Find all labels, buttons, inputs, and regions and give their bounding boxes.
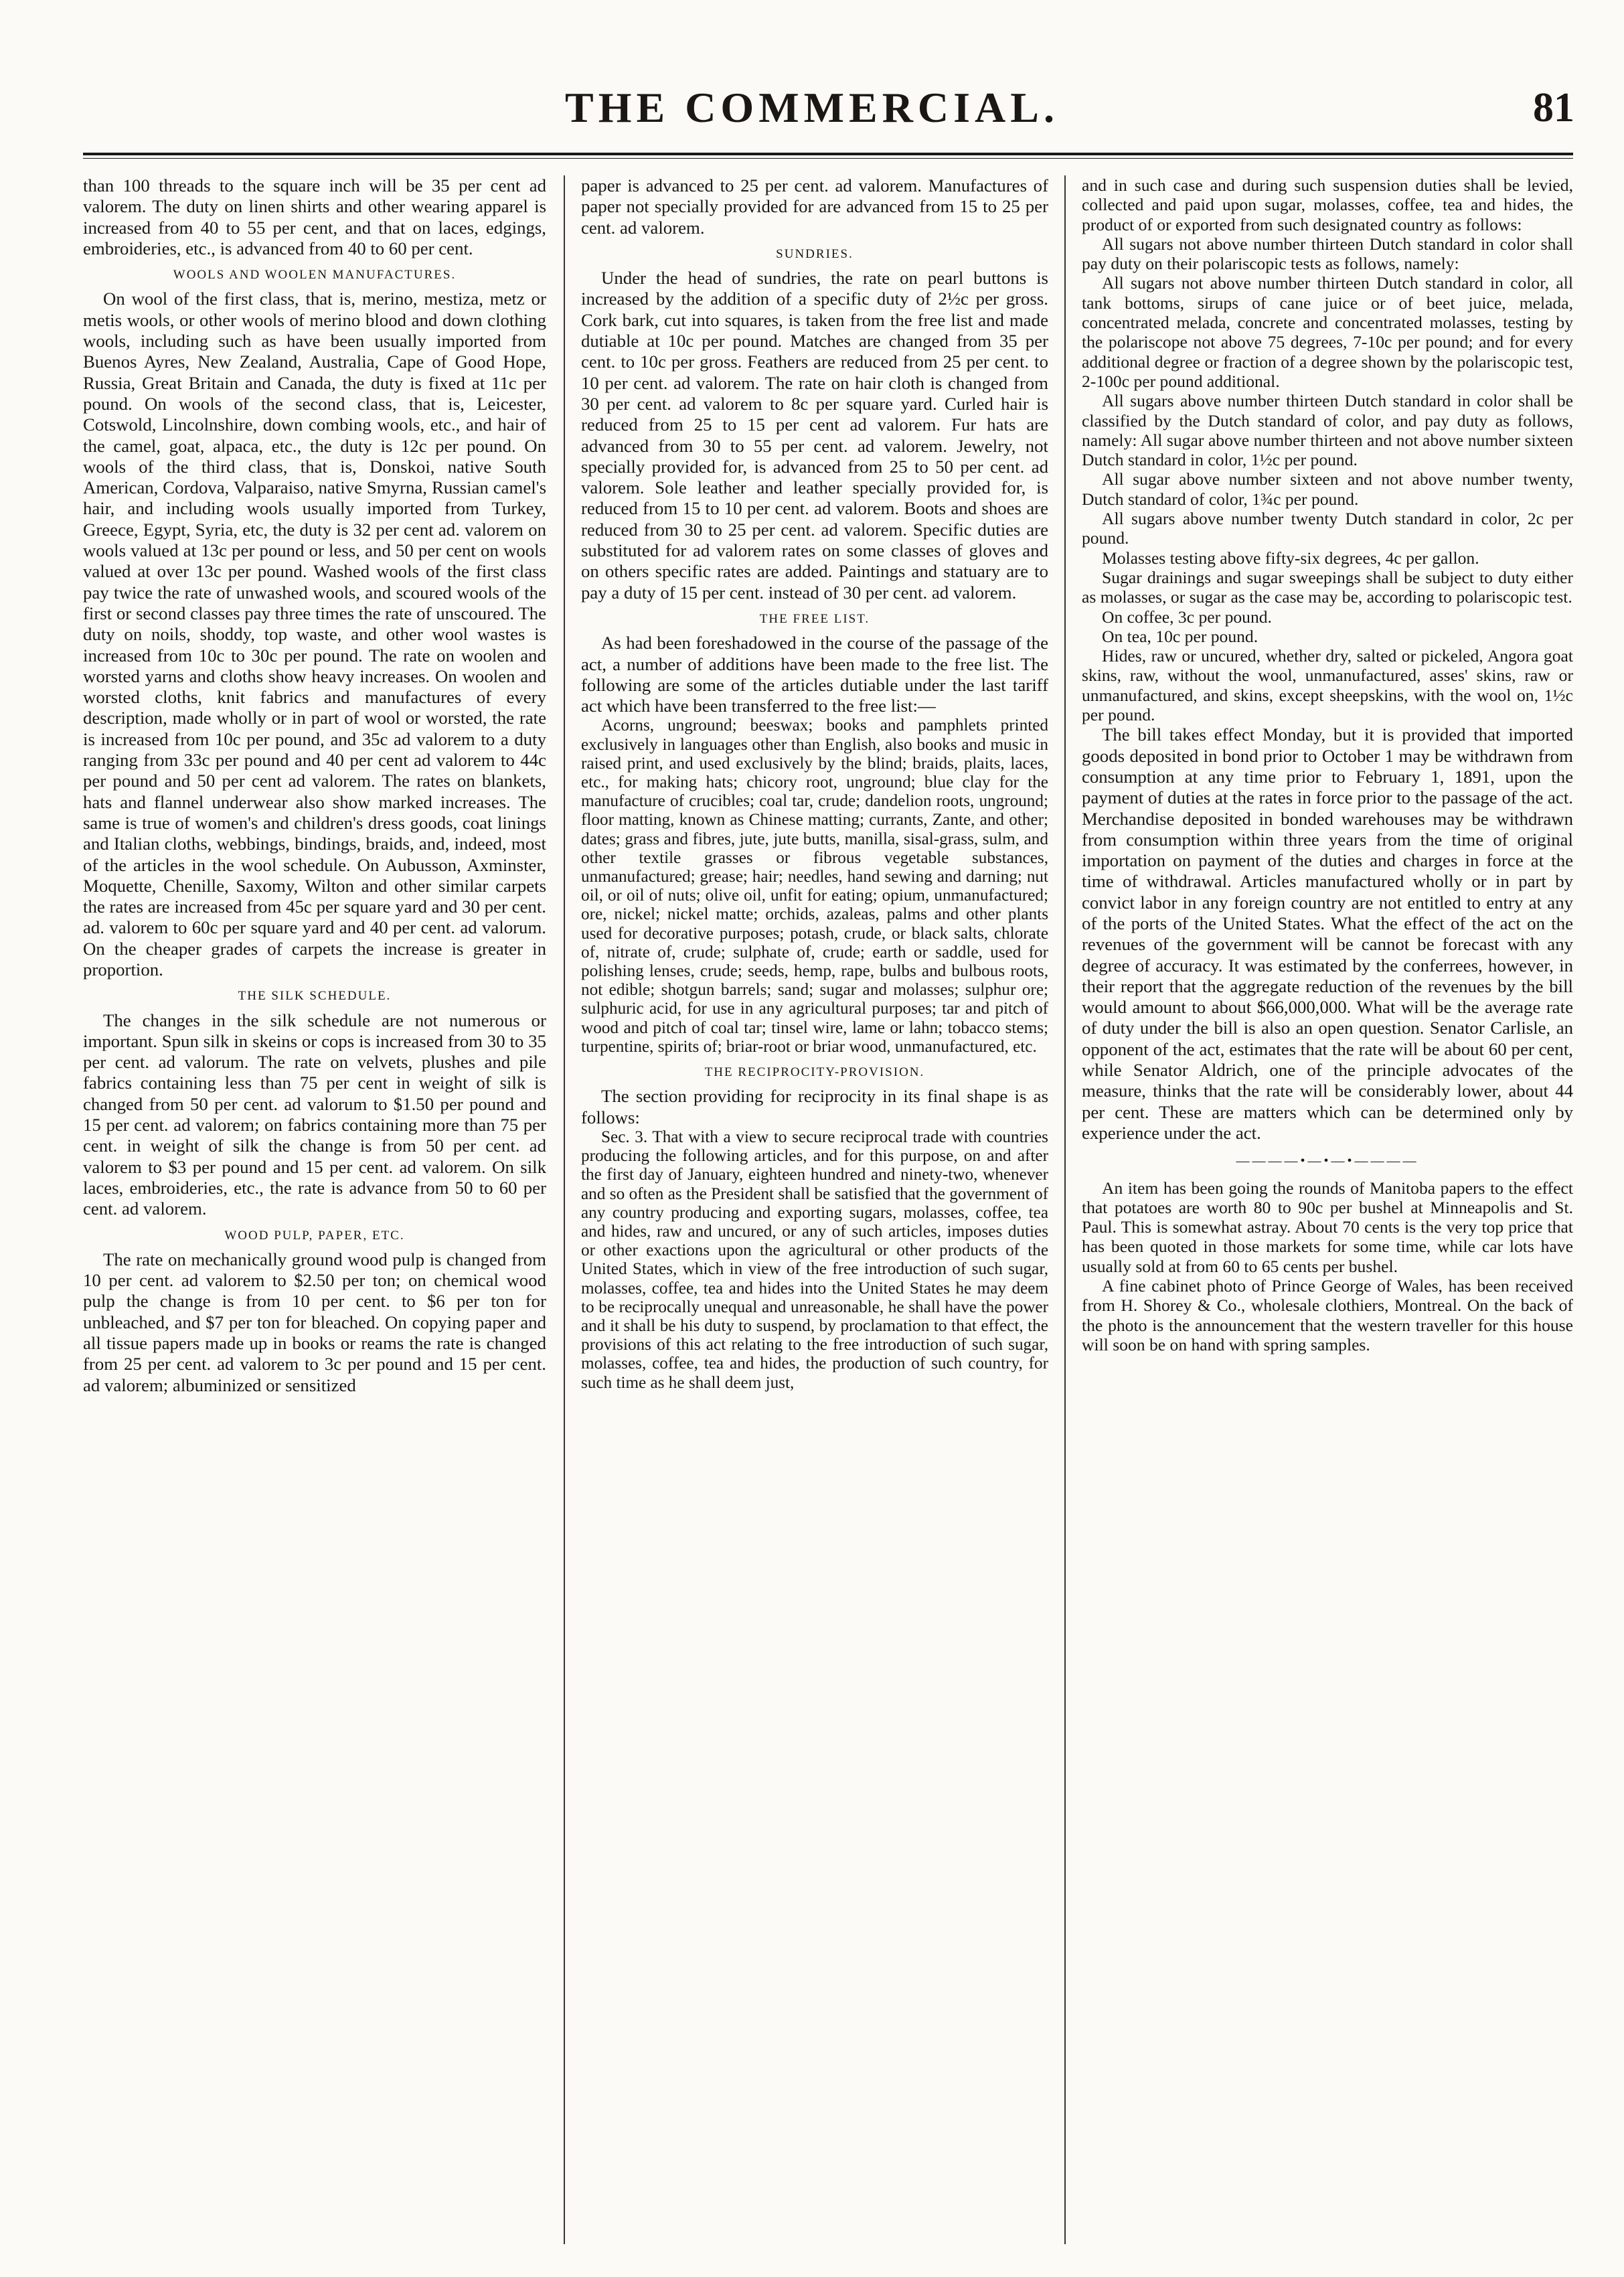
newspaper-title: THE COMMERCIAL. bbox=[565, 84, 1059, 131]
paragraph: paper is advanced to 25 per cent. ad valorem. Manufactures of paper not specially provided for are advanced from 15 to 25 per cent. ad valorem. bbox=[581, 175, 1048, 238]
masthead bbox=[0, 79, 1624, 153]
section-heading: WOOD PULP, PAPER, ETC. bbox=[224, 1228, 405, 1243]
section-heading: SUNDRIES. bbox=[776, 246, 854, 261]
paragraph: than 100 threads to the square inch will be 35 per cent ad valorem. The duty on linen shirts and other wearing apparel is increased from 40 to 55 per cent, and that on laces, edgings, embroideries, etc., is advanced from 40 to 60 per cent. bbox=[83, 175, 546, 258]
section-heading: WOOLS AND WOOLEN MANUFACTURES. bbox=[173, 268, 457, 283]
column-divider-1 bbox=[564, 175, 565, 2244]
paragraph: The rate on mechanically ground wood pulp is changed from 10 per cent. ad valorem to $2.50 per ton; on chemical wood pulp the change is from 10 per cent. to $6 per ton for unbleached, and $7 per ton for bleached. On copying paper and all tissue papers made up in books or reams the rate is changed from 25 per cent. ad valorem to 3c per pound and 15 per cent. ad valorem; albuminized or sensitized bbox=[83, 1249, 546, 1395]
paragraph: A fine cabinet photo of Prince George of Wales, has been received from H. Shorey & Co., wholesale clothiers, Montreal. On the back of the photo is the announcement that the western traveller for this house will soon be on hand with spring samples. bbox=[1082, 1276, 1573, 1354]
paragraph: An item has been going the rounds of Manitoba papers to the effect that potatoes are worth 80 to 90c per bushel at Minneapolis and St. Paul. This is somewhat astray. About 70 cents is the very top price that has been quoted in those markets for some time, while car lots have usually sold at from 60 to 65 cents per bushel. bbox=[1082, 1178, 1573, 1276]
section-heading: THE FREE LIST. bbox=[759, 611, 870, 626]
header-rule-thin bbox=[83, 158, 1573, 159]
paragraph: All sugar above number sixteen and not above number twenty, Dutch standard of color, 1¾c per pound. bbox=[1082, 469, 1573, 509]
paragraph: On coffee, 3c per pound. bbox=[1102, 607, 1272, 627]
paragraph: Sec. 3. That with a view to secure reciprocal trade with countries producing the following articles, and for this purpose, on and after the first day of January, eighteen hundred and ninety-two, whenever and so often as the President shall be satisfied that the government of any country producing and exporting sugars, molasses, coffee, tea and hides, raw and uncured, or any of such articles, imposes duties or other exactions upon the agricultural or other products of the United States, which in view of the free introduction of such sugar, molasses, coffee, tea and hides into the United States he may deem to be reciprocally unequal and unreasonable, he shall have the power and it shall be his duty to suspend, by proclamation to that effect, the provisions of this act relating to the free introduction of such sugar, molasses, coffee, tea and hides, the production of such country, for such time as he shall deem just, bbox=[581, 1127, 1048, 1392]
paragraph: On tea, 10c per pound. bbox=[1102, 626, 1258, 646]
paragraph: All sugars above number twenty Dutch standard in color, 2c per pound. bbox=[1082, 509, 1573, 548]
paragraph: The bill takes effect Monday, but it is provided that imported goods deposited in bond prior to October 1 may be withdrawn from consumption at any time prior to February 1, 1891, upon the payment of duties at the rates in force prior to the passage of the act. Merchandise deposited in bonded warehouses may be withdrawn from consumption within three years from the time of original importation on payment of the duties and charges in force at the time of withdrawal. Articles manufactured wholly or in part by convict labor in any foreign country are not entitled to entry at any of the ports of the United States. What the effect of the act on the revenues of the government will be cannot be forecast with any degree of accuracy. It was estimated by the conferrees, however, in their report that the aggregate reduction of the revenues by the bill would amount to about $66,000,000. What will be the average rate of duty under the bill is also an open question. Senator Carlisle, an opponent of the act, estimates that the rate will be about 60 per cent, while Senator Aldrich, one of the principle advocates of the measure, thinks that the rate will be considerably lower, about 44 per cent. These are matters which can be determined only by experience under the act. bbox=[1082, 724, 1573, 1143]
column-1 bbox=[83, 175, 546, 2244]
paragraph: Under the head of sundries, the rate on pearl buttons is increased by the addition of a specific duty of 2½c per gross. Cork bark, cut into squares, is taken from the free list and made dutiable at 10c per pound. Matches are changed from 35 per cent. to 10c per gross. Feathers are reduced from 25 per cent. to 10 per cent. ad valorem. The rate on hair cloth is changed from 30 per cent. ad valorem to 8c per square yard. Curled hair is reduced from 25 to 15 per cent ad valorem. Fur hats are advanced from 30 to 55 per cent. ad valorem. Jewelry, not specially provided for, is advanced from 25 to 50 per cent. ad valorem. Sole leather and leather specially provided for, is reduced from 15 to 10 per cent. ad valorem. Boots and shoes are reduced from 30 to 25 per cent. ad valorem. Specific duties are substituted for ad valorem rates on some classes of gloves and on others specific rates are added. Paintings and statuary are to pay a duty of 15 per cent. instead of 30 per cent. ad valorem. bbox=[581, 268, 1048, 603]
paragraph: As had been foreshadowed in the course of the passage of the act, a number of additions have been made to the free list. The following are some of the articles dutiable under the last tariff act which have been transferred to the free list:— bbox=[581, 633, 1048, 716]
column-2 bbox=[581, 175, 1048, 2244]
paragraph: All sugars not above number thirteen Dutch standard in color shall pay duty on their polariscopic tests as follows, namely: bbox=[1082, 234, 1573, 274]
paragraph: On wool of the first class, that is, merino, mestiza, metz or metis wools, or other wools of merino blood and down clothing wools, including such as have been usually imported from Buenos Ayres, New Zealand, Australia, Cape of Good Hope, Russia, Great Britain and Canada, the duty is fixed at 11c per pound. On wools of the second class, that is, Leicester, Cotswold, Lincolnshire, down combing wools, etc., and hair of the camel, goat, alpaca, etc., the duty is 12c per pound. On wools of the third class, that is, Donskoi, native South American, Cordova, Valparaiso, native Smyrna, Russian camel's hair, and including wools usually imported from Turkey, Greece, Egypt, Syria, etc, the duty is 32 per cent ad. valorem on wools valued at 13c per pound or less, and 50 per cent on wools valued at over 13c per pound. Washed wools of the first class pay twice the rate of unwashed wools, and scoured wools of the first or second classes pay three times the rate of unscoured. The duty on noils, shoddy, top waste, and other wool wastes is increased from 10c to 30c per pound. The rate on woolen and worsted yarns and cloths show heavy increases. On woolen and worsted cloths, knit fabrics and manufactures of every description, made wholly or in part of wool or worsted, the rate is increased from 10c per pound, and 35c ad valorem to a duty ranging from 33c per pound and 40 per cent ad valorem to 44c per pound and 50 per cent ad valorem. The rates on blankets, hats and flannel underwear also show marked increases. The same is true of women's and children's dress goods, coat linings and Italian cloths, webbings, bindings, braids, and, indeed, most of the articles in the wool schedule. On Aubusson, Axminster, Moquette, Chenille, Saxomy, Wilton and other similar carpets the rates are increased from 45c per square yard and 30 per cent. ad. valorem to 60c per square yard and 40 per cent. ad valorum. On the cheaper grades of carpets the increase is greater in proportion. bbox=[83, 289, 546, 979]
section-heading: THE SILK SCHEDULE. bbox=[238, 989, 392, 1004]
paragraph: The changes in the silk schedule are not numerous or important. Spun silk in skeins or cops is increased from 30 to 35 per cent. ad valorum. The rate on velvets, plushes and pile fabrics containing less than 75 per cent in weight of silk is changed from 50 per cent. ad valorum to $1.50 per pound and 15 per cent. ad valorem; on fabrics containing more than 75 per cent. in weight of silk the change is from 50 per cent. ad valorem to $3 per pound and 15 per cent. ad valorem. On silk laces, embroideries, etc., the rate is advance from 50 to 60 per cent. ad valorem. bbox=[83, 1010, 546, 1219]
section-heading: THE RECIPROCITY-PROVISION. bbox=[704, 1065, 925, 1080]
column-divider-2 bbox=[1064, 175, 1066, 2244]
paragraph: All sugars not above number thirteen Dutch standard in color, all tank bottoms, sirups of cane juice or of beet juice, melada, concentrated melada, concrete and concentrated molasses, testing by the polariscope not above 75 degrees, 7-10c per pound; and for every additional degree or fraction of a degree shown by the polariscopic test, 2-100c per pound additional. bbox=[1082, 273, 1573, 391]
item-separator: ————•—•—•———— bbox=[1236, 1154, 1419, 1169]
page-number: 81 bbox=[1533, 85, 1574, 131]
paragraph: Hides, raw or uncured, whether dry, salted or pickeled, Angora goat skins, raw, without the wool, unmanufactured, asses' skins, raw or unmanufactured, and skins, except sheepskins, with the wool on, 1½c per pound. bbox=[1082, 646, 1573, 725]
column-3 bbox=[1082, 175, 1573, 2244]
header-rule-thick bbox=[83, 153, 1573, 155]
paragraph: All sugars above number thirteen Dutch standard in color shall be classified by the Dutch standard of color, and pay duty as follows, namely: All sugar above number thirteen and not above number sixteen Dutch standard in color, 1½c per pound. bbox=[1082, 391, 1573, 470]
paragraph: Acorns, unground; beeswax; books and pamphlets printed exclusively in languages other than English, also books and music in raised print, and used exclusively by the blind; braids, plaits, laces, etc., for making hats; chicory root, unground; blue clay for the manufacture of crucibles; coal tar, crude; dandelion roots, unground; floor matting, known as Chinese matting; currants, Zante, and other; dates; grass and fibres, jute, jute butts, manilla, sisal-grass, sulm, and other textile grasses or fibrous vegetable substances, unmanufactured; grease; hair; needles, hand sewing and darning; nut oil, or oil of nuts; olive oil, unfit for eating; opium, unmanufactured; ore, nickel; nickel matte; orchids, azaleas, palms and other plants used for decorative purposes; potash, crude, or black salts, chlorate of, nitrate of, crude; sulphate of, crude; earth or saddle, used for polishing lenses, crude; seeds, hemp, rape, bulbs and bulbous roots, not edible; shotgun barrels; sand; sugar and molasses; sulphur ore; sulphuric acid, for use in any agricultural purposes; tar and pitch of wood and pitch of coal tar; tinsel wire, lame or lahn; tobacco stems; turpentine, spirits of; briar-root or briar wood, unmanufactured, etc. bbox=[581, 716, 1048, 1056]
paragraph: Molasses testing above fifty-six degrees, 4c per gallon. bbox=[1102, 548, 1479, 568]
paragraph: The section providing for reciprocity in its final shape is as follows: bbox=[581, 1086, 1048, 1127]
paragraph: Sugar drainings and sugar sweepings shall be subject to duty either as molasses, or sugar as the case may be, according to polariscopic test. bbox=[1082, 567, 1573, 607]
paragraph: and in such case and during such suspension duties shall be levied, collected and paid upon sugar, molasses, coffee, tea and hides, the product of or exported from such designated country as follows: bbox=[1082, 175, 1573, 234]
